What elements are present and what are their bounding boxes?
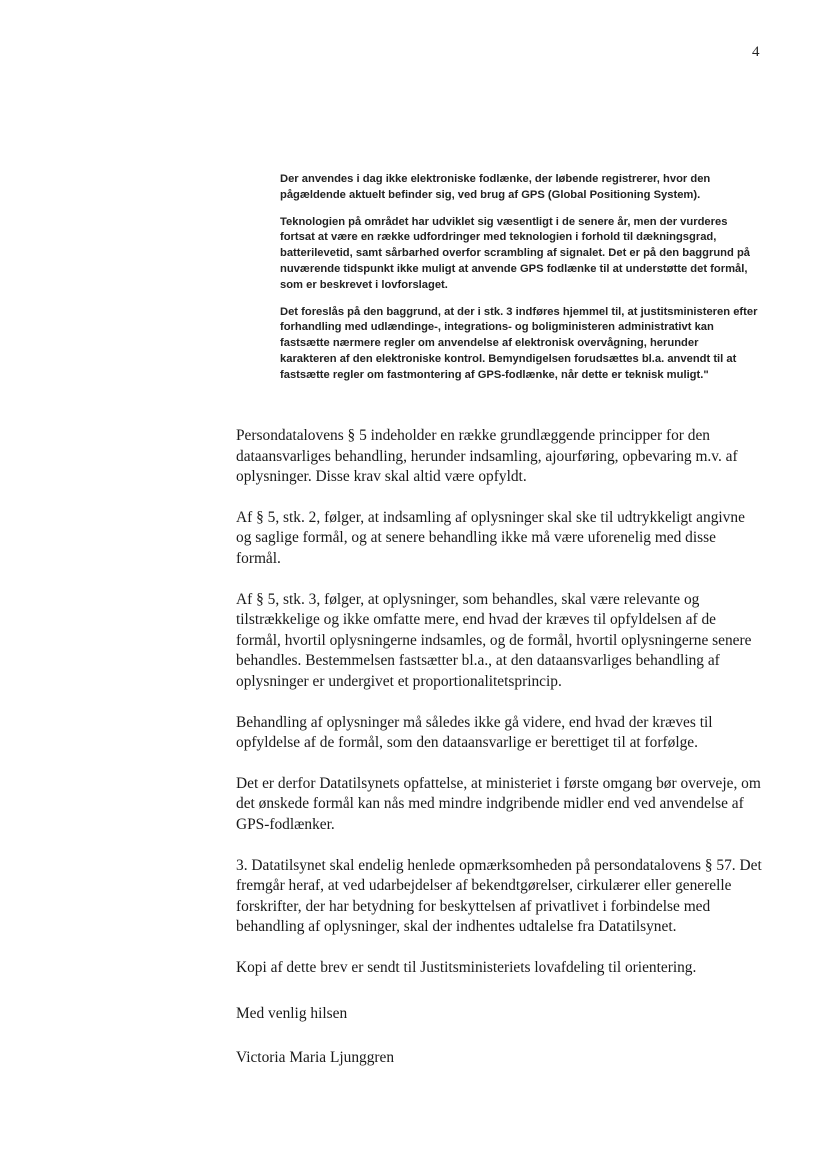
letter-closing	[236, 1004, 756, 1092]
body-paragraph: Af § 5, stk. 3, følger, at oplysninger, som behandles, skal være relevante og tilstrækkelige og ikke omfatte mere, end hvad der kræves til opfyldelsen af de formål, hvortil oplysningerne indsamles, og de formål, hvortil oplysningerne senere behandles. Bestemmelsen fastsætter bl.a., at den dataansvarliges behandling af oplysninger er undergivet et proportionalitetsprincip.	[236, 590, 752, 690]
closing-greeting: Med venlig hilsen	[236, 1005, 348, 1022]
body-paragraph: 3. Datatilsynet skal endelig henlede opmærksomheden på persondatalovens § 57. Det fremgår heraf, at ved udarbejdelser af bekendtgørelser, cirkulærer eller generelle forskrifter, der har betydning for beskyttelsen af privatlivet i forbindelse med behandling af oplysninger, skal der indhentes udtalelse fra Datatilsynet.	[236, 856, 762, 936]
signer-name: Victoria Maria Ljunggren	[236, 1049, 395, 1066]
body-paragraph: Det er derfor Datatilsynets opfattelse, at ministeriet i første omgang bør overveje, om det ønskede formål kan nås med mindre indgribende midler end ved anvendelse af GPS-fodlænker.	[236, 774, 761, 833]
quoted-section	[280, 172, 758, 395]
page-number: 4	[752, 44, 760, 60]
quote-paragraph: Teknologien på området har udviklet sig væsentligt i de senere år, men der vurderes fortsat at være en række udfordringer med teknologien i forhold til dækningsgrad, batterilevetid, samt sårbarhed overfor scrambling af signalet. Det er på den baggrund på nuværende tidspunkt ikke muligt at anvende GPS fodlænke til at understøtte det formål, som er beskrevet i lovforslaget.	[280, 215, 750, 291]
body-paragraph: Persondatalovens § 5 indeholder en række grundlæggende principper for den dataansvarliges behandling, herunder indsamling, ajourføring, opbevaring m.v. af oplysninger. Disse krav skal altid være opfyldt.	[236, 427, 738, 486]
quote-paragraph: Der anvendes i dag ikke elektroniske fodlænke, der løbende registrerer, hvor den pågældende aktuelt befinder sig, ved brug af GPS (Global Positioning System).	[280, 173, 711, 201]
letter-body	[236, 426, 764, 998]
body-paragraph: Behandling af oplysninger må således ikke gå videre, end hvad der kræves til opfyldelse af de formål, som den dataansvarlige er berettiget til at forfølge.	[236, 713, 713, 752]
body-paragraph: Kopi af dette brev er sendt til Justitsministeriets lovafdeling til orientering.	[236, 958, 697, 976]
quote-paragraph: Det foreslås på den baggrund, at der i stk. 3 indføres hjemmel til, at justitsministeren efter forhandling med udlændinge-, integrations- og boligministeren administrativt kan fastsætte nærmere regler om anvendelse af elektronisk overvågning, herunder karakteren af den elektroniske kontrol. Bemyndigelsen forudsættes bl.a. anvendt til at fastsætte regler om fastmontering af GPS-fodlænke, når dette er teknisk muligt."	[280, 305, 758, 381]
body-paragraph: Af § 5, stk. 2, følger, at indsamling af oplysninger skal ske til udtrykkeligt angivne og saglige formål, og at senere behandling ikke må være uforenelig med disse formål.	[236, 508, 745, 567]
